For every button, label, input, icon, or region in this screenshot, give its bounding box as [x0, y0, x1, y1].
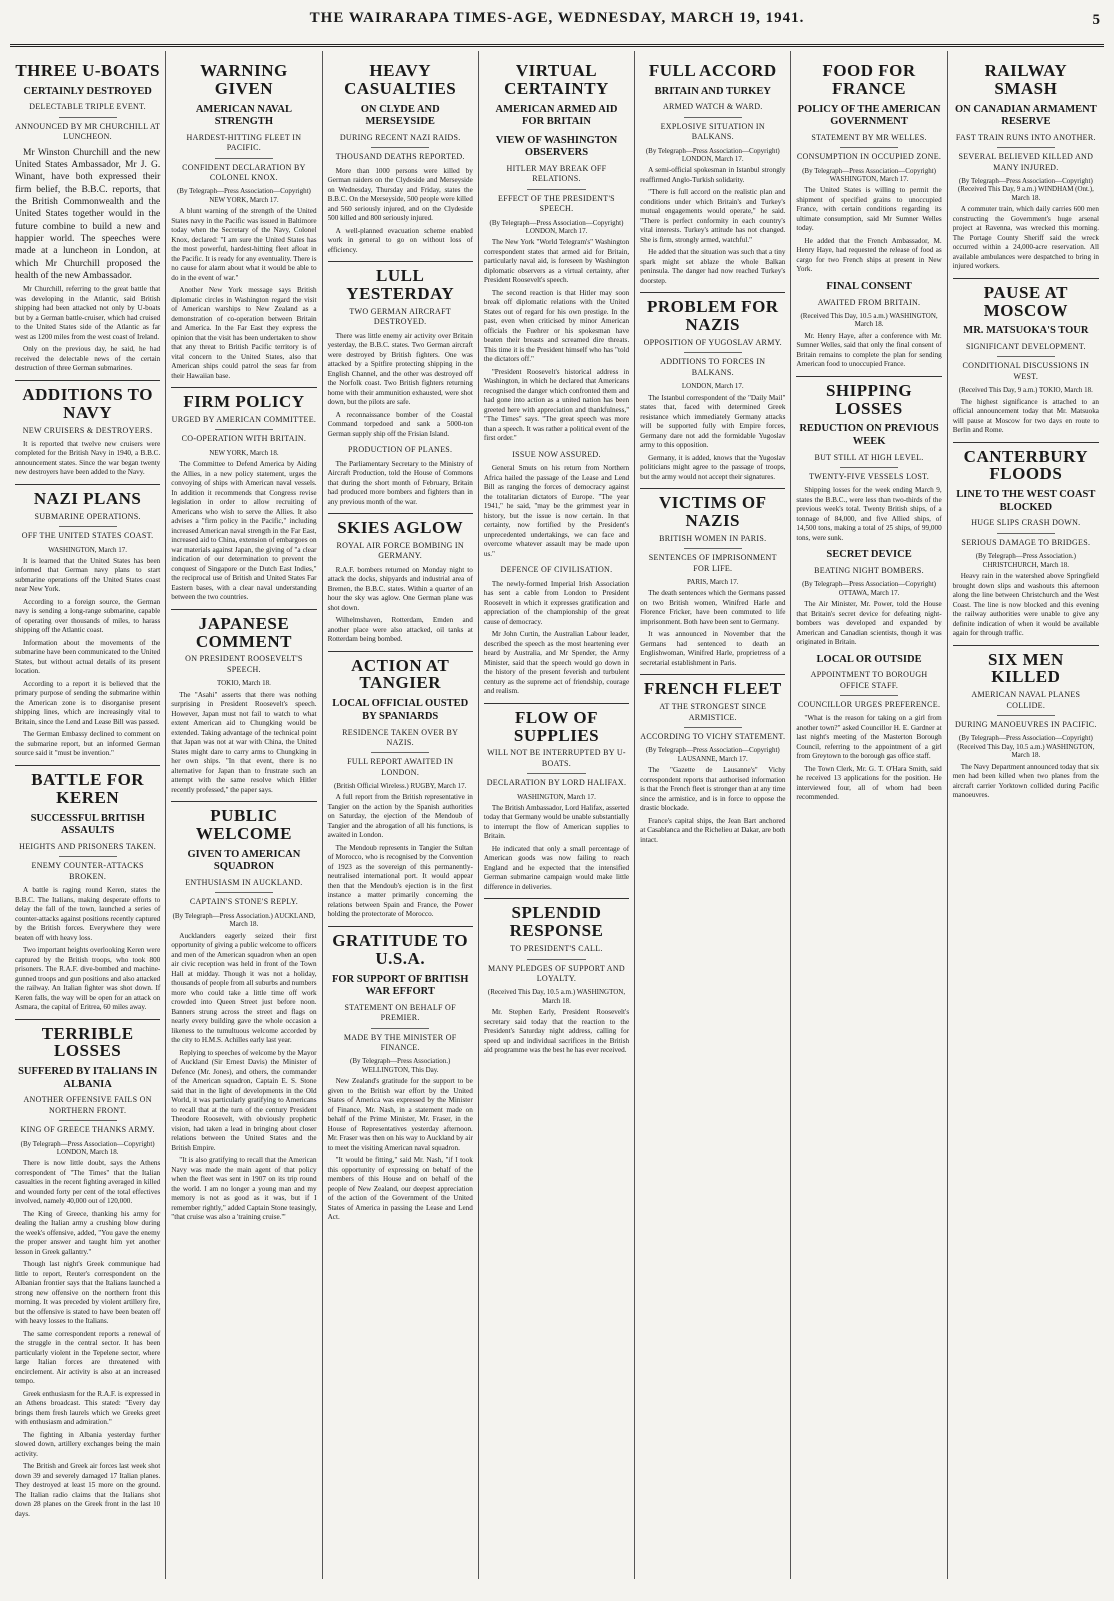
article: [796, 57, 941, 275]
article-deck: AMERICAN NAVAL PLANES COLLIDE.: [971, 690, 1081, 710]
article-paragraph: There is now little doubt, says the Athens correspondent of "The Times" that the Italian casualties in the recent fighting averaged in killed and wounded forty per cent of the total effectives involved, namely 40,000 out of 120,000.: [15, 1159, 161, 1206]
article-subhead: BRITAIN AND TURKEY: [654, 85, 771, 97]
article-headline: SHIPPING LOSSES: [796, 376, 941, 418]
article-headline: SPLENDID RESPONSE: [484, 898, 629, 940]
article-deck: ON PRESIDENT ROOSEVELT'S SPEECH.: [185, 654, 303, 674]
article: [328, 651, 473, 920]
article: [484, 898, 629, 1055]
article: [328, 261, 473, 439]
article-deck: FULL REPORT AWAITED IN LONDON.: [347, 757, 454, 777]
article: [484, 57, 629, 129]
article: [796, 549, 941, 647]
article: [484, 135, 629, 444]
article-deck: FAST TRAIN RUNS INTO ANOTHER.: [955, 132, 1096, 142]
article-headline: JAPANESE COMMENT: [171, 609, 316, 651]
article-paragraph: It is learned that the United States has been informed that German navy plans to start submarine operations off the United States coast near New York.: [15, 556, 161, 594]
article-headline: GRATITUDE TO U.S.A.: [328, 926, 473, 968]
article-dateline: WASHINGTON, March 17.: [48, 545, 128, 554]
article-deck: ANNOUNCED BY MR CHURCHILL AT LUNCHEON.: [15, 121, 161, 142]
article-deck: DECLARATION BY LORD HALIFAX.: [486, 778, 627, 788]
article: [15, 765, 160, 1013]
article-deck: SUBMARINE OPERATIONS.: [34, 511, 141, 521]
article-dateline: (By Telegraph—Press Association—Copyright) NEW YORK, March 17.: [176, 187, 311, 204]
article: [953, 645, 1099, 801]
article-paragraph: The Committee to Defend America by Aiding the Allies, in a new policy statement, urges the convoying of ships with American naval vessels. In addition it recommends that Congress revise legislation in order to allow recruiting of Americans who wish to serve the Allies. It also advises a "firm policy in the Pacific," including increased American naval strength in the Far East, increased aid to China, extension of embargoes on war materials against Japan, the giving of "a clear indication of our determination to prevent the conquest of Singapore or the Dutch East Indies," the reciprocal use of British and United States Far Eastern bases, with a clear naval understanding between the two countries.: [171, 460, 317, 602]
page-number: 5: [1092, 12, 1100, 28]
article-deck: SEVERAL BELIEVED KILLED AND MANY INJURED.: [958, 152, 1094, 172]
article-paragraph: Information about the movements of the submarine have been communicated to the United States, but without actual details of its present location.: [15, 638, 161, 676]
article-paragraph: According to a report it is believed that the primary purpose of sending the submarine within the American zone is to disorganise present shipping lines, which are increasingly vital to Britain, since the Lend and Lease Bill was passed.: [15, 679, 161, 726]
article-headline: CANTERBURY FLOODS: [953, 442, 1099, 484]
article-deck: DURING RECENT NAZI RAIDS.: [339, 132, 461, 142]
column-3: [323, 51, 479, 1579]
column-1: [10, 51, 166, 1579]
article-deck: SENTENCES OF IMPRISONMENT FOR LIFE.: [648, 553, 777, 573]
article: [640, 674, 785, 845]
article-headline: ADDITIONS TO NAVY: [15, 380, 160, 422]
article: [171, 57, 316, 381]
article-deck: HARDEST-HITTING FLEET IN PACIFIC.: [186, 132, 302, 153]
deck-rule: [684, 117, 742, 118]
article-headline: FLOW OF SUPPLIES: [484, 703, 629, 745]
article-deck: RESIDENCE TAKEN OVER BY NAZIS.: [342, 727, 459, 747]
article-headline: FIRM POLICY: [171, 387, 316, 411]
deck-rule: [684, 548, 742, 549]
article-paragraph: The fighting in Albania yesterday further slowed down, artillery exchanges being the main activity.: [15, 1430, 161, 1458]
article-paragraph: R.A.F. bombers returned on Monday night to attack the docks, shipyards and industrial area of Bremen, the B.B.C. states. Within a quarter of an hour the sky was aglow. One German plane was shot down.: [327, 565, 473, 612]
article-deck: MANY PLEDGES OF SUPPORT AND LOYALTY.: [488, 963, 625, 983]
article-paragraph: The United States is willing to permit the shipment of specified grains to unoccupied France, with certain conditions regarding its ultimate consumption, said Mr Sumner Welles today.: [796, 186, 942, 233]
deck-rule: [215, 429, 273, 430]
article-dateline: (British Official Wireless.) RUGBY, March 17.: [334, 782, 467, 791]
deck-rule: [59, 856, 117, 857]
article-subhead: LINE TO THE WEST COAST BLOCKED: [956, 489, 1096, 513]
article-headline: ACTION AT TANGIER: [328, 651, 473, 693]
article-paragraph: "President Roosevelt's historical address in Washington, in which he declared that Americans recognised the danger which confronted them and had gone into action as a united nation has been greeted here with appreciation and thankfulness," "The Times" says. "The great speech was more than a speech. It was rather a political event of the first order.": [483, 367, 630, 443]
deck-rule: [371, 752, 429, 753]
article-deck: DELECTABLE TRIPLE EVENT.: [29, 102, 146, 112]
article: [15, 1019, 160, 1520]
article-paragraph: The British Ambassador, Lord Halifax, asserted today that Germany would be unable substantially to interrupt the flow of American supplies to Britain.: [483, 803, 630, 841]
article-deck: TWENTY-FIVE VESSELS LOST.: [809, 471, 929, 481]
article-paragraph: A full report from the British representative in Tangier on the action by the Spanish authorities on Saturday, the ejection of the Mendoub of Tangier and the abrogation of all his functions, is awaited in London.: [327, 793, 473, 840]
column-6: [791, 51, 947, 1579]
article-deck: TWO GERMAN AIRCRAFT DESTROYED.: [349, 306, 452, 327]
article-paragraph: There was little enemy air activity over Britain yesterday, the B.B.C. states. Two German aircraft were destroyed by British fighters. One was attacked by a Spitfire protecting shipping in the English Channel, and the other was destroyed off the Norfolk coast. Two British fighters returning home with their ammunition exhausted, were shot down, but the pilots are safe.: [327, 331, 473, 407]
article-headline: FULL ACCORD: [648, 61, 777, 80]
article-subhead: FOR SUPPORT OF BRITISH WAR EFFORT: [331, 973, 469, 998]
article-paragraph: A semi-official spokesman in Istanbul strongly reaffirmed Anglo-Turkish solidarity.: [640, 166, 786, 184]
article-subhead: SUCCESSFUL BRITISH ASSAULTS: [30, 812, 145, 837]
article-deck: ENTHUSIASM IN AUCKLAND.: [185, 877, 303, 887]
article-paragraph: Another New York message says British diplomatic circles in Washington regard the visit of American warships to New Zealand as a demonstration of co-operation between Britain and America. In the Far East they express the opinion that the visit has been undertaken to show that any threat to British Pacific territory is of vital concern to the United States, also that American ships could patrol the seas far from their Hawaiian base.: [171, 286, 317, 380]
article-paragraph: The Mendoub represents in Tangier the Sultan of Morocco, who is recognised by the Convention of 1923 as the sovereign of this permanently-neutralised international port. It would appear then that the Mendoub's ejection is in the first instance a matter primarily concerning the relations between Spain and France, the Power holding the protectorate of Morocco.: [327, 843, 473, 919]
article-paragraph: France's capital ships, the Jean Bart anchored at Casablanca and the Richelieu at Dakar, are both intact.: [640, 816, 786, 844]
article-deck: AWAITED FROM BRITAIN.: [817, 297, 921, 307]
article-dateline: (By Telegraph—Press Association—Copyright) LONDON, March 17.: [489, 218, 624, 236]
article-dateline: (By Telegraph—Press Association—Copyright) LONDON, March 18.: [20, 1139, 155, 1156]
article-paragraph: More than 1000 persons were killed by German raiders on the Clydeside and Merseyside on Wednesday, Thursday and Friday, states the B.B.C. On the Merseyside, 500 people were killed and 560 seriously injured, and on the Clydeside 500 killed and 800 seriously injured.: [327, 166, 473, 223]
deck-rule: [59, 117, 117, 118]
deck-rule: [840, 467, 898, 468]
article-paragraph: Heavy rain in the watershed above Springfield brought down slips and washouts this afternoon along the line between Christchurch and the West Coast. The line is now blocked and this evening the railway authorities were unable to give any definite indication of when it would be available again for through traffic.: [952, 572, 1099, 637]
article-dateline: LONDON, March 17.: [681, 382, 744, 391]
article-subhead: ON CLYDE AND MERSEYSIDE: [360, 103, 440, 128]
article-subhead: AMERICAN NAVAL STRENGTH: [195, 103, 292, 128]
article-headline: BATTLE FOR KEREN: [15, 765, 160, 807]
article-paragraph: Wilhelmshaven, Rotterdam, Emden and another place were also attacked, oil tanks at Rotterdam being bombed.: [327, 616, 473, 644]
deck-rule: [59, 526, 117, 527]
article-subhead: AMERICAN ARMED AID FOR BRITAIN: [495, 103, 618, 128]
article-deck: DURING MANOEUVRES IN PACIFIC.: [954, 719, 1097, 729]
article-dateline: WASHINGTON, March 17.: [517, 792, 596, 801]
article-subhead: MR. MATSUOKA'S TOUR: [963, 325, 1089, 337]
article-deck: STATEMENT BY MR WELLES.: [811, 132, 927, 142]
deck-rule: [840, 695, 898, 696]
article-paragraph: He added that the situation was such that a tiny spark might set ablaze the whole Balkan peninsula. The danger had now reached Turkey's doorstep.: [640, 248, 786, 285]
deck-rule: [997, 533, 1056, 534]
article-deck: THOUSAND DEATHS REPORTED.: [335, 152, 465, 162]
article-subhead: VIEW OF WASHINGTON OBSERVERS: [495, 134, 618, 159]
article-dateline: (Received This Day, 10.5 a.m.) WASHINGTON, March 18.: [800, 311, 938, 329]
article-headline: PUBLIC WELCOME: [171, 801, 316, 843]
article-paragraph: The New York "World Telegram's" Washington correspondent states that armed aid for Britain, particularly naval aid, is foreseen by Washington diplomatic observers as a virtual certainty, after President Roosevelt's speech.: [483, 238, 630, 285]
article-paragraph: The British and Greek air forces last week shot down 39 and severely damaged 17 Italian planes. They destroyed at least 15 more on the ground. The Italian radio claims that the Italians shot down 28 planes on the Greek front in the last 10 days.: [15, 1462, 161, 1518]
article-paragraph: A blunt warning of the strength of the United States navy in the Pacific was issued in Baltimore today when the Secretary of the Navy, Colonel Knox, declared: "I am sure the United States has the most powerful, hardest-hitting fleet afloat in the Pacific. It is ready for any eventuality. There is no cause for alarm about what it would be able to do in the event of war.": [171, 207, 317, 282]
deck-rule: [215, 892, 273, 893]
article-paragraph: The highest significance is attached to an official announcement today that Mr. Matsuoka will pause at Moscow for two days en route to Berlin and Rome.: [952, 397, 1099, 435]
article-dateline: (Received This Day, 9 a.m.) TOKIO, March 18.: [958, 386, 1093, 395]
article: [796, 376, 941, 544]
article-deck: HEIGHTS AND PRISONERS TAKEN.: [19, 841, 157, 851]
article-deck: HITLER MAY BREAK OFF RELATIONS.: [506, 164, 607, 184]
article-deck: HUGE SLIPS CRASH DOWN.: [971, 518, 1081, 528]
article-deck: CONFIDENT DECLARATION BY COLONEL KNOX.: [182, 162, 306, 183]
article-dateline: (By Telegraph—Press Association—Copyright) (Received This Day, 10.5 a.m.) WASHINGTON, March 18.: [957, 734, 1095, 760]
article-subhead: LOCAL OFFICIAL OUSTED BY SPANIARDS: [332, 698, 469, 722]
column-4: [479, 51, 635, 1579]
article-deck: SERIOUS DAMAGE TO BRIDGES.: [961, 537, 1091, 547]
article-paragraph: The Parliamentary Secretary to the Ministry of Aircraft Production, told the House of Commons that during the short month of February, Britain had produced more bombers and fighters than in any previous month of the war.: [327, 459, 473, 506]
article: [796, 654, 941, 803]
article-headline: FRENCH FLEET: [640, 674, 785, 698]
article-paragraph: A battle is raging round Keren, states the B.B.C. The Italians, making desperate efforts to delay the fall of the town, launched a series of counter-attacks against positions recently captured by the British forces. Everywhere they were beaten off with heavy loss.: [15, 886, 161, 942]
article: [796, 281, 941, 370]
article-dateline: PARIS, March 17.: [687, 578, 739, 586]
article: [640, 292, 785, 482]
article-paragraph: It is reported that twelve new cruisers were completed for the British Navy in 1940, a B.B.C. announcement states. Since the war began twenty new destroyers have been added to the Navy.: [15, 439, 161, 477]
article-deck: KING OF GREECE THANKS ARMY.: [20, 1125, 155, 1135]
article-headline: PAUSE AT MOSCOW: [953, 278, 1099, 320]
article-deck: ANOTHER OFFENSIVE FAILS ON NORTHERN FRONT.: [23, 1095, 152, 1115]
article-paragraph: Shipping losses for the week ending March 9, states the B.B.C., were less than two-thirds of the previous week's total. Twenty British ships, of a tonnage of 84,000, and five Allied ships, of 14,500 tons, making a total of 25 ships, of 99,000 tons, were sunk.: [796, 486, 942, 542]
article-headline: VICTIMS OF NAZIS: [640, 488, 785, 530]
article-headline: LULL YESTERDAY: [328, 261, 473, 303]
article: [953, 442, 1099, 639]
article-paragraph: Mr Churchill, referring to the great battle that was developing in the Atlantic, said British shipping had been attacked not only by U-boats but by a German battle-cruiser, which had cruised to the United States side of the Atlantic as far west as 1200 miles from the west coast of Ireland.: [15, 285, 161, 341]
column-5: [635, 51, 791, 1579]
article-dateline: (By Telegraph—Press Association.) CHRISTCHURCH, March 18.: [975, 552, 1076, 569]
article-deck: ROYAL AIR FORCE BOMBING IN GERMANY.: [336, 540, 464, 561]
article-deck: CO-OPERATION WITH BRITAIN.: [181, 434, 307, 444]
article-paragraph: A commuter train, which daily carries 600 men constructing the Government's huge arsenal project at Ravenna, was wrecked this morning. The Portage County Sheriff said the wreck occurred within a 24,000-acre reservation. All available ambulances were despatched to bring in injured workers.: [952, 205, 1099, 271]
article-subhead: ON CANADIAN ARMAMENT RESERVE: [954, 103, 1097, 128]
article-deck: OFF THE UNITED STATES COAST.: [21, 531, 154, 541]
article: [171, 609, 316, 795]
article-paragraph: Greek enthusiasm for the R.A.F. is expressed in an Athens broadcast. This stated: "Every day brings them fresh laurels which we Greeks greet with enthusiasm and admiration.": [15, 1389, 161, 1427]
article-paragraph: Germany, it is added, knows that the Yugoslav politicians might agree to the passage of troops, but the army would not accept their signatures.: [640, 453, 786, 481]
article-dateline: (By Telegraph—Press Association—Copyright) OTTAWA, March 17.: [802, 580, 937, 597]
article-deck: APPOINTMENT TO BOROUGH OFFICE STAFF.: [810, 670, 928, 690]
article-deck: URGED BY AMERICAN COMMITTEE.: [171, 415, 317, 425]
article-deck: AT THE STRONGEST SINCE ARMISTICE.: [659, 702, 767, 722]
article-deck: TO PRESIDENT'S CALL.: [510, 944, 603, 954]
article-paragraph: Mr Winston Churchill and the new United States Ambassador, Mr J. G. Winant, have both expressed their firm belief, the B.B.C. reports, that the British Commonwealth and the United States together would in the future combine to build a new and happier world. The speeches were made at a luncheon in London, at which Mr Churchill proposed the health of the new Ambassador.: [15, 147, 161, 282]
deck-rule: [997, 715, 1056, 716]
article-dateline: NEW YORK, March 18.: [209, 448, 279, 457]
article-headline: TERRIBLE LOSSES: [15, 1019, 160, 1061]
article-paragraph: "It would be fitting," said Mr. Nash, "if I took this opportunity of expressing on behalf of the members of this House and on behalf of the people of New Zealand, our deepest appreciation of the action of the Government of the United States of America in passing the Lease and Lend Act.: [327, 1156, 473, 1222]
article-deck: OPPOSITION OF YUGOSLAV ARMY.: [643, 338, 782, 348]
article-paragraph: The Navy Department announced today that six men had been killed when two planes from the aircraft carrier Yorktown collided during Pacific manoeuvres.: [952, 762, 1099, 800]
article-paragraph: Aucklanders eagerly seized their first opportunity of giving a public welcome to officers and men of the American squadron when an open air civic reception was held in front of the Town Hall at midday. Though it was not a holiday, thousands of people from all suburbs and numbers more who could take a little time off work crowded into Queen Street just before noon. Banners strung across the street and flags on nearly every building gave the whole occasion a likeness to the tumultuous welcome accorded by the city to H.M.S. Achilles early last year.: [171, 931, 317, 1045]
article-paragraph: The Town Clerk, Mr. G. T. O'Hara Smith, said he received 13 applications for the position. He interviewed four, all of whom had been recommended.: [796, 764, 942, 802]
article-paragraph: The "Asahi" asserts that there was nothing surprising in President Roosevelt's speech. However, Japan must not fail to watch to what extent American aid to Chungking would be extended. Taking advantage of the technical point that Japan was not at war with China, the United States might dare to carry arms to Chungking in her own ships. "In that event, there is no alternative for Japan than to frustrate such an attempt with the same resolve which Hitler recently professed," the paper says.: [171, 690, 317, 794]
deck-rule: [527, 959, 585, 960]
article-deck: ACCORDING TO VICHY STATEMENT.: [640, 732, 786, 742]
deck-rule: [684, 352, 742, 353]
article-paragraph: Mr. Henry Haye, after a conference with Mr. Sumner Welles, said that only the final consent of Britain remains to complete the plan for sending American food to unoccupied France.: [796, 331, 942, 369]
article-subhead: CERTAINLY DESTROYED: [23, 85, 152, 97]
article-deck: EFFECT OF THE PRESIDENT'S SPEECH.: [498, 193, 615, 214]
deck-rule: [371, 147, 429, 148]
article-paragraph: The German Embassy declined to comment on the submarine report, but an informed German source said it "must be invention.": [15, 730, 161, 758]
article: [484, 450, 629, 559]
article-deck: SIGNIFICANT DEVELOPMENT.: [965, 342, 1086, 351]
article-dateline: (By Telegraph—Press Association—Copyright) (Received This Day, 9 a.m.) WINDHAM (Ont.), March 18.: [957, 177, 1094, 202]
article-paragraph: Replying to speeches of welcome by the Mayor of Auckland (Sir Ernest Davis) the Minister of Defence (Mr. Jones), and others, the commander of the American squadron, Captain E. S. Stone said that in the light of developments in the Old World, it was particularly gratifying to Americans to recall that at the turn of the century President Theodore Roosevelt, with obviously prophetic vision, had taken a lead in bringing about closer relations between the United States and the British Empire.: [171, 1048, 317, 1152]
article: [328, 926, 473, 1223]
article-paragraph: "There is full accord on the realistic plan and conditions under which Britain's and Turkey's mutual engagements would operate," he said. "There is perfect conformity in each country's vital interests. Turkey's attitude has not changed. She is firm, strongly armed, watchful.": [640, 188, 786, 244]
article: [640, 488, 785, 668]
article-deck: ADDITIONS TO FORCES IN BALKANS.: [660, 357, 766, 377]
article-headline: VIRTUAL CERTAINTY: [504, 61, 609, 98]
article-deck: ARMED WATCH & WARD.: [662, 102, 763, 112]
article-paragraph: A reconnaissance bomber of the Coastal Command torpedoed and sank a 5000-ton German supply ship off the Frisian Island.: [327, 410, 473, 438]
article-dateline: (By Telegraph—Press Association—Copyright) LONDON, March 17.: [645, 146, 780, 163]
article-deck: WILL NOT BE INTERRUPTED BY U-BOATS.: [487, 748, 626, 768]
article-paragraph: "What is the reason for taking on a girl from another town?" asked Councillor H. E. Gardner at last night's meeting of the Masterton Borough Council, referring to the appointment of a girl from Greytown to the borough gas office staff.: [796, 714, 942, 761]
article-paragraph: "It is also gratifying to recall that the American Navy was made the main agent of that policy when the fleet was sent in 1907 on its trip round the world. I am no longer a young man and my memory is not as good as it was, but if I remember rightly," added Captain Stone teasingly, "that cruise was also a 'training cruise.'": [171, 1156, 317, 1222]
article-paragraph: The Istanbul correspondent of the "Daily Mail" states that, faced with determined Greek resistance which immediately Germany attacks will be supported fully with Empire forces, Germany dare not add the formidable Yugoslav army to this opposition.: [640, 393, 786, 450]
article-headline: WARNING GIVEN: [200, 61, 288, 98]
article-dateline: (By Telegraph—Press Association—Copyright) WASHINGTON, March 17.: [802, 166, 937, 184]
article-headline: NAZI PLANS: [15, 484, 160, 508]
article-dateline: (Received This Day, 10.5 a.m.) WASHINGTON, March 18.: [487, 988, 626, 1005]
deck-rule: [527, 773, 585, 774]
article-deck: NEW CRUISERS & DESTROYERS.: [22, 425, 153, 435]
article-deck: CONSUMPTION IN OCCUPIED ZONE.: [796, 152, 942, 162]
article-subhead: POLICY OF THE AMERICAN GOVERNMENT: [797, 103, 941, 128]
article: [171, 387, 316, 603]
article-paragraph: The same correspondent reports a renewal of the struggle in the central sector. It has been particularly violent in the Tepelene sector, where large Italian forces are threatened with encirclement. Air activity is also at an increased tempo.: [15, 1329, 161, 1386]
article-paragraph: He added that the French Ambassador, M. Henry Haye, had requested the release of food as cargo for two French ships at present in New York.: [796, 236, 942, 274]
column-2: [166, 51, 322, 1579]
article: [15, 380, 160, 478]
article-paragraph: A well-planned evacuation scheme enabled work in general to go on without loss of efficiency.: [327, 226, 473, 254]
article-subhead: REDUCTION ON PREVIOUS WEEK: [799, 423, 939, 447]
article: [328, 513, 473, 645]
column-7: [948, 51, 1104, 1579]
article-subhead: SECRET DEVICE: [826, 549, 912, 561]
article-paragraph: Mr. Stephen Early, President Roosevelt's secretary said today that the reaction to the President's Saturday night address, calling for speed up and individual sacrifices in the British aid programme was the best he has ever received.: [483, 1008, 630, 1055]
article-dateline: (By Telegraph—Press Association—Copyright) LAUSANNE, March 17.: [645, 746, 780, 763]
article-subhead: SUFFERED BY ITALIANS IN ALBANIA: [18, 1066, 158, 1090]
article-deck: PRODUCTION OF PLANES.: [348, 445, 453, 455]
article-subhead: LOCAL OR OUTSIDE: [816, 653, 922, 665]
article-deck: ENEMY COUNTER-ATTACKS BROKEN.: [31, 861, 144, 881]
article-paragraph: Two important heights overlooking Keren were captured by the British troops, who took 800 prisoners. The R.A.F. dive-bombed and machine-gunned troops and gun positions and also attacked the railway. An Italian fighter was shot down. If Keren falls, the way will be open for an attack on Asmara, the capital of Eritrea, 60 miles away.: [15, 946, 161, 1012]
masthead-title: THE WAIRARAPA TIMES-AGE, WEDNESDAY, MARCH 19, 1941.: [309, 10, 805, 26]
article-paragraph: The King of Greece, thanking his army for dealing the Italian army a crushing blow during the week's offensive, added, "You gave the enemy the proper answer and taught him yet another lesson in Greek gallantry.": [15, 1209, 161, 1256]
deck-rule: [527, 189, 585, 190]
article-paragraph: Mr John Curtin, the Australian Labour leader, described the speech as the most heartening ever heard by Australia, and Mr Spender, the Army Minister, said that the speech would go down in the history of the present feverish and turbulent century as the supreme act of friendship, courage and realism.: [483, 630, 630, 696]
deck-rule: [997, 147, 1056, 148]
article: [953, 57, 1099, 272]
article-deck: DEFENCE OF CIVILISATION.: [500, 565, 613, 575]
article-paragraph: He indicated that only a small percentage of American goods was now failing to reach England and he expected that the intensified German submarine campaign would make little difference in deliveries.: [483, 844, 630, 891]
article-paragraph: The death sentences which the Germans passed on two British women, Winifred Harle and Florence Fricker, have been commuted to life imprisonment. Both have been sent to Germany.: [640, 589, 786, 626]
article: [640, 57, 785, 286]
masthead: [10, 10, 1104, 47]
article: [484, 565, 629, 696]
article-deck: BEATING NIGHT BOMBERS.: [814, 565, 924, 575]
deck-rule: [684, 727, 742, 728]
article: [953, 278, 1099, 436]
deck-rule: [371, 1028, 429, 1029]
article: [171, 801, 316, 1222]
article-headline: HEAVY CASUALTIES: [344, 61, 457, 98]
article-paragraph: General Smuts on his return from Northern Africa hailed the passage of the Lease and Lend Bill as ranging the forces of democracy against the totalitarian dictators of Europe. "The year 1941," he said, "may be the grimmest year in history, but the issue is now certain. In that certainty, now fortified by the President's unprecedented undertakings, we can face and overcome whatever assault may be made upon us.": [483, 464, 630, 558]
article-paragraph: The newly-formed Imperial Irish Association has sent a cable from London to President Roosevelt in which it expresses gratification and appreciation of the championship of the great cause of democracy.: [483, 579, 630, 626]
article-headline: SKIES AGLOW: [328, 513, 473, 537]
article-paragraph: The second reaction is that Hitler may soon break off diplomatic relations with the United States out of regard for his own prestige. In the past, even when criticised by minor American officials the Fuehrer or his spokesman have beaten their breasts and screamed dire threats. This time it is the President himself who has "told the dictators off.": [483, 288, 630, 364]
article-paragraph: The Air Minister, Mr. Power, told the House that Britain's secret device for defeating night-bombers was developed and expanded by American and Canadian scientists, though it was originated in Britain.: [796, 600, 942, 647]
article-deck: EXPLOSIVE SITUATION IN BALKANS.: [660, 121, 765, 142]
article-paragraph: New Zealand's gratitude for the support to be given to the British war effort by the United States of America was expressed by the Minister of Finance, Mr. Nash, in a statement made on behalf of the Prime Minister, Mr. Fraser, in the House of Representatives yesterday afternoon. Mr. Fraser was then on his way to Auckland by air to meet the visiting American naval squadron.: [327, 1077, 473, 1152]
article-paragraph: The "Gazette de Lausanne's" Vichy correspondent reports that authorised information is that the French fleet is stronger than at any time since the armistice, and is in force to oppose the drastic blockade.: [640, 766, 786, 813]
article-deck: BRITISH WOMEN IN PARIS.: [659, 533, 767, 543]
columns: [10, 51, 1104, 1579]
article: [15, 57, 160, 374]
article-deck: BUT STILL AT HIGH LEVEL.: [814, 452, 924, 462]
article-paragraph: Though last night's Greek communique had little to report, Reuter's correspondent on the Albanian frontier says that the Italians launched a strong new offensive on the northern front this morning. It was preceded by violent artillery fire, but the offensive is stated to have been beaten off with heavy losses to the Italians.: [15, 1260, 161, 1326]
article-dateline: (By Telegraph—Press Association.) WELLINGTON, This Day.: [350, 1057, 451, 1074]
deck-rule: [840, 147, 898, 148]
article-dateline: (By Telegraph—Press Association.) AUCKLAND, March 18.: [172, 911, 316, 929]
article-headline: THREE U-BOATS: [15, 61, 160, 80]
article-headline: FOOD FOR FRANCE: [822, 61, 916, 98]
deck-rule: [997, 356, 1056, 357]
article-paragraph: It was announced in November that the Germans had sentenced to death an Englishwoman, Winifred Harle, proprietress of a secretarial establishment in Paris.: [640, 630, 786, 667]
article-headline: PROBLEM FOR NAZIS: [640, 292, 785, 334]
article-deck: CAPTAIN'S STONE'S REPLY.: [189, 897, 298, 907]
article-deck: MADE BY THE MINISTER OF FINANCE.: [343, 1032, 457, 1053]
article-headline: SIX MEN KILLED: [953, 645, 1099, 687]
deck-rule: [215, 158, 273, 159]
article-paragraph: According to a foreign source, the German navy is sending a long-range submarine, capable of operating over thousands of miles, to harass shipping off the Atlantic coast.: [15, 597, 161, 635]
article: [484, 703, 629, 893]
article-subhead: FINAL CONSENT: [826, 280, 912, 292]
newspaper-page: [10, 10, 1104, 1581]
article-deck: STATEMENT ON BEHALF OF PREMIER.: [344, 1002, 456, 1023]
article: [15, 484, 160, 759]
article-headline: RAILWAY SMASH: [984, 61, 1068, 98]
article: [328, 57, 473, 255]
article: [328, 445, 473, 507]
article-paragraph: Only on the previous day, he said, he had received the delectable news of the certain destruction of three German submarines.: [15, 345, 161, 373]
article-subhead: GIVEN TO AMERICAN SQUADRON: [187, 848, 301, 873]
article-deck: ISSUE NOW ASSURED.: [512, 449, 601, 459]
article-deck: COUNCILLOR URGES PREFERENCE.: [797, 700, 941, 709]
article-dateline: TOKIO, March 18.: [216, 679, 271, 688]
deck-rule: [59, 1120, 117, 1121]
article-deck: CONDITIONAL DISCUSSIONS IN WEST.: [962, 361, 1090, 381]
